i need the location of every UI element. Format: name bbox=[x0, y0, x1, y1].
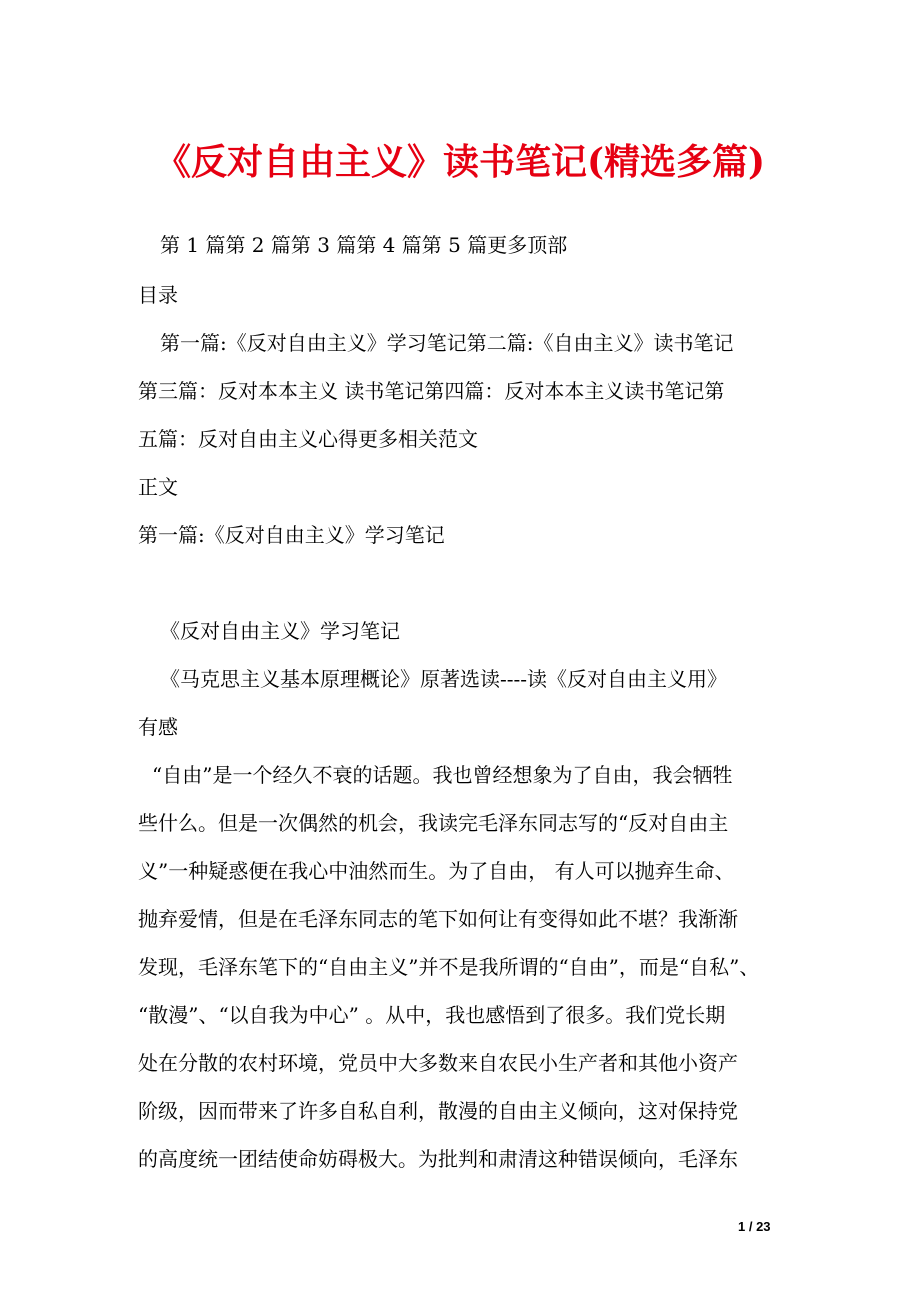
paragraph-line: “自由”是一个经久不衰的话题。我也曾经想象为了自由，我会牺牲 bbox=[152, 763, 733, 787]
toc-heading: 目录 bbox=[138, 283, 178, 307]
source-line: 《马克思主义基本原理概论》原著选读----读《反对自由主义用》 bbox=[160, 667, 728, 691]
document-title: 《反对自由主义》读书笔记(精选多篇) bbox=[154, 141, 766, 183]
body-heading: 正文 bbox=[138, 475, 178, 499]
paragraph-line: 处在分散的农村环境，党员中大多数来自农民小生产者和其他小资产 bbox=[138, 1051, 738, 1075]
paragraph-line: 义”一种疑惑便在我心中油然而生。为了自由， 有人可以抛弃生命、 bbox=[138, 859, 735, 883]
page-number: 1 / 23 bbox=[738, 1219, 771, 1234]
paragraph-line: 些什么。但是一次偶然的机会，我读完毛泽东同志写的“反对自由主 bbox=[138, 811, 729, 835]
toc-line[interactable]: 第一篇:《反对自由主义》学习笔记第二篇:《自由主义》读书笔记 bbox=[160, 331, 734, 355]
toc-line[interactable]: 五篇：反对自由主义心得更多相关范文 bbox=[138, 427, 478, 451]
source-line: 有感 bbox=[138, 715, 178, 739]
paragraph-line: 阶级，因而带来了许多自私自利，散漫的自由主义倾向，这对保持党 bbox=[138, 1099, 738, 1123]
article-nav-links[interactable]: 第 1 篇第 2 篇第 3 篇第 4 篇第 5 篇更多顶部 bbox=[160, 233, 568, 257]
paragraph-line: 的高度统一团结使命妨碍极大。为批判和肃清这种错误倾向，毛泽东 bbox=[138, 1147, 738, 1171]
paragraph-line: 发现，毛泽东笔下的“自由主义”并不是我所谓的“自由”，而是“自私”、 bbox=[138, 955, 760, 979]
toc-line[interactable]: 第三篇：反对本本主义 读书笔记第四篇：反对本本主义读书笔记第 bbox=[138, 379, 725, 403]
paragraph-line: 抛弃爱情，但是在毛泽东同志的笔下如何让有变得如此不堪？我渐渐 bbox=[138, 907, 738, 931]
section-heading: 第一篇:《反对自由主义》学习笔记 bbox=[138, 523, 445, 547]
article-subtitle: 《反对自由主义》学习笔记 bbox=[160, 619, 400, 643]
paragraph-line: “散漫”、“以自我为中心” 。从中，我也感悟到了很多。我们党长期 bbox=[138, 1003, 726, 1027]
